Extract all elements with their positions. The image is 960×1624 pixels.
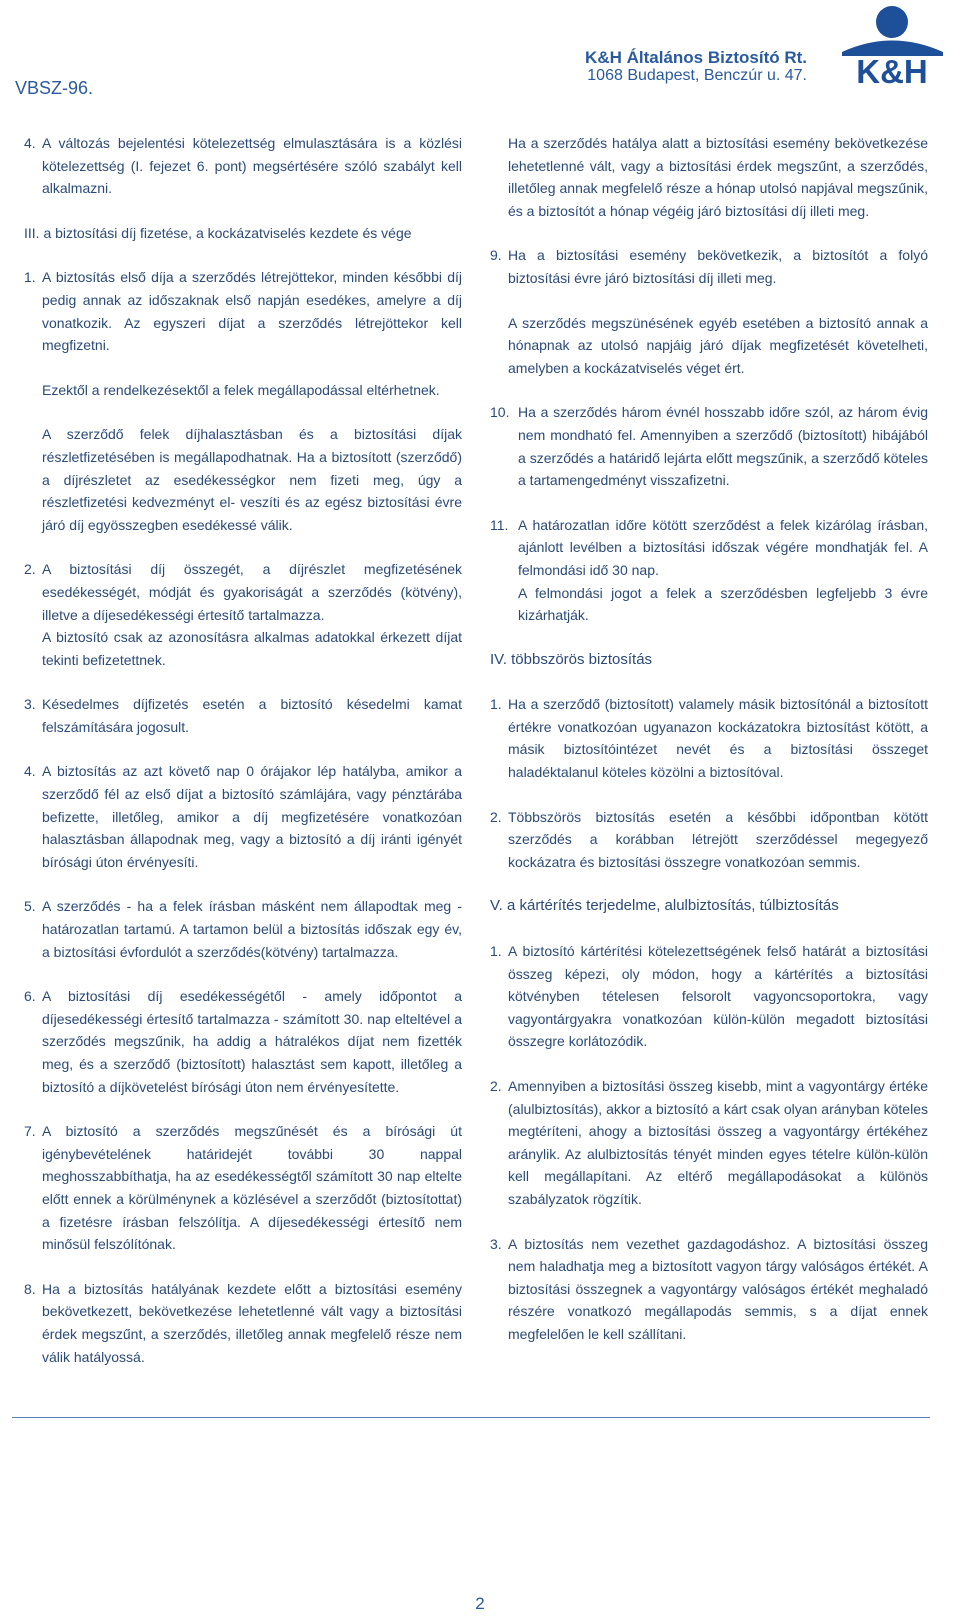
section3-item-4: 4. A biztosítás az azt követő nap 0 órájakor lép hatályba, amikor a szerződő fél az első díjat a biztosító számlájára, vagy pénztárába befizette, illetőleg, amikor a díj megfizetésére vonatkozóan halasztásban állapodnak meg, vagy a biztosító a díj iránti igényét bírósági úton érvényesíti. [24,763,462,870]
section3-item-7: 7. A biztosító a szerződés megszűnését és a bírósági út igénybevételének határidejét további 30 nappal meghosszabbíthatja, ha az esedékességtől számított 30 nap eltelte előtt ennek a körülménynek a közlésével a szerződőt (biztosítottat) a fizetésre írásban felszólítja. A díjesedékességi értesítő nem minősül felszólítónak. [24,1123,462,1253]
section3-item-1-para2: Ezektől a rendelkezésektől a felek megállapodással eltérhetnek. [42,381,440,398]
right-column [490,132,928,1368]
document-code: VBSZ-96. [15,78,94,98]
section3-item-5: 5. A szerződés - ha a felek írásban másként nem állapodtak meg - határozatlan tartamú. A tartamon belül a biztosítás időszak egy év, a biztosítási évfordulót a szerződés(kötvény) tartalmazza. [24,898,462,960]
page-number: 2 [475,1594,485,1613]
section5-heading: V. a kártérítés terjedelme, alulbiztosítás, túlbiztosítás [490,897,839,915]
section5-item-3: 3. A biztosítás nem vezethet gazdagodáshoz. A biztosítási összeg nem haladhatja meg a biztosított vagyon tárgy valóságos értékét. A biztosítási összegnek a vagyontárgy valóságos értékét meghaladó részére vonatkozó megállapodás semmis, s a díjat ennek megfelelően le kell szállítani. [490,1235,928,1342]
section3-item-9-para2: A szerződés megszünésének egyéb esetében a biztosító annak a hónapnak az utolsó napjáig járó díjak megfizetését követelheti, amelyben a kockázatviselés véget ért. [508,314,928,376]
section3-item-2: 2. A biztosítási díj összegét, a díjrészlet megfizetésének esedékességét, módját és gyakoriságát a szerződés (kötvény), illetve a díjesedékességi értesítő tartalmazza. A biztosító csak az azonosításra alkalmas adatokkal érkezett díjat tekinti befizetettnek. [24,561,462,668]
company-name: K&H Általános Biztosító Rt. [585,48,807,67]
section3-item-10: 10. Ha a szerződés három évnél hosszabb időre szól, az három évig nem mondható fel. Amennyiben a szerződő (biztosított) hibájából a szerződés a határidő lejárta előtt megszűnik, a szerződő köteles a tartamengedményt visszafizetni. [490,404,928,489]
section4-item-2: 2. Többszörös biztosítás esetén a későbbi időpontban kötött szerződés a korábban létrejött szerződéssel megegyező kockázatra és biztosítási összegre vonatkozóan semmis. [490,808,928,870]
company-info [585,49,807,85]
left-column [24,132,462,1390]
svg-text:K&H: K&H [856,53,928,87]
section3-heading: III. a biztosítási díj fizetése, a kockázatviselés kezdete és vége [24,224,412,241]
kh-logo [840,3,945,87]
section3-item-8: 8. Ha a biztosítás hatályának kezdete előtt a biztosítási esemény bekövetkezett, bekövetkezése lehetetlenné vált vagy a biztosítási érdek megszűnt, a szerződés, illetőleg annak megfelelő része nem válik hatályossá. [24,1280,462,1365]
section2-item-4: 4. A változás bejelentési kötelezettség elmulasztására is a közlési kötelezettség (I. fejezet 6. pont) megsértésére szóló szabályt kell alkalmazni. [24,135,462,197]
section3-item-9: 9. Ha a biztosítási esemény bekövetkezik, a biztosítót a folyó biztosítási évre járó biztosítási díj illeti meg. [490,247,928,286]
section3-item-6: 6. A biztosítási díj esedékességétől - amely időpontot a díjesedékességi értesítő tartalmazza - számított 30. nap elteltével a szerződés megszűnik, ha addig a hátralékos díjat nem fizették meg, és a szerződő (biztosított) halasztást sem kapott, illetőleg a biztosító a díjkövetelést bírósági úton nem érvényesítette. [24,988,462,1095]
section3-item-8-cont: Ha a szerződés hatálya alatt a biztosítási esemény bekövetkezése lehetetlenné vált, vagy a biztosítási érdek megszűnt, a szerződés, illetőleg annak megfelelő része a hónap utolsó napjával megszűnik, és a biztosítót a hónap végéig járó biztosítási díj illeti meg. [508,135,928,219]
section5-item-1: 1. A biztosító kártérítési kötelezettségének felső határát a biztosítási összeg képezi, oly módon, hogy a kártérítés a biztosítási kötvényben tételesen felsorolt vagyoncsoportokra, vagy vagyontárgyakra vonatkozóan külön-külön megadott biztosítási összegre korlátozódik. [490,943,928,1050]
section3-item-1: 1. A biztosítás első díja a szerződés létrejöttekor, minden későbbi díj pedig annak az időszaknak első napján esedékes, amelyre a díj vonatkozik. Az egyszeri díjat a szerződés létrejöttekor kell megfizetni. [24,269,462,354]
footer-divider [12,1417,930,1418]
section4-heading: IV. többszörös biztosítás [490,650,653,668]
section3-item-11: 11. A határozatlan időre kötött szerződést a felek kizárólag írásban, ajánlott levélben a biztosítási időszak végére mondhatják fel. A felmondási idő 30 nap. A felmondási jogot a felek a szerződésben legfeljebb 3 évre kizárhatják. [490,516,928,624]
company-address: 1068 Budapest, Benczúr u. 47. [587,67,807,84]
section3-item-3: 3. Késedelmes díjfizetés esetén a biztosító késedelmi kamat felszámítására jogosult. [24,696,462,735]
section5-item-2: 2. Amennyiben a biztosítási összeg kisebb, mint a vagyontárgy értéke (alulbiztosítás), akkor a biztosító a kárt csak olyan arányban köteles megtéríteni, ahogy a biztosítási összeg a vagyontárgy értékéhez aránylik. Az alulbiztosítás tényét minden egyes tételre külön-külön kell megállapítani. Az eltérő megállapodásokat a különös szabályzatok rögzítik. [490,1078,928,1207]
section3-item-1-para3: A szerződő felek díjhalasztásban és a biztosítási díjak részletfizetésében is megállapodhatnak. Ha a biztosított (szerződő) a díjrészletet az esedékességkor nem fizeti meg, úgy a részletfizetési kedvezményt el- veszíti és az egész biztosítási évre járó díj egyösszegben esedékessé válik. [42,426,462,533]
section4-item-1: 1. Ha a szerződő (biztosított) valamely másik biztosítónál a biztosított értékre vonatkozóan ugyanazon kockázatokra biztosítást kötött, a másik biztosítóintézet nevét és a biztosítási összeget haladéktalanul köteles közölni a biztosítóval. [490,696,928,781]
